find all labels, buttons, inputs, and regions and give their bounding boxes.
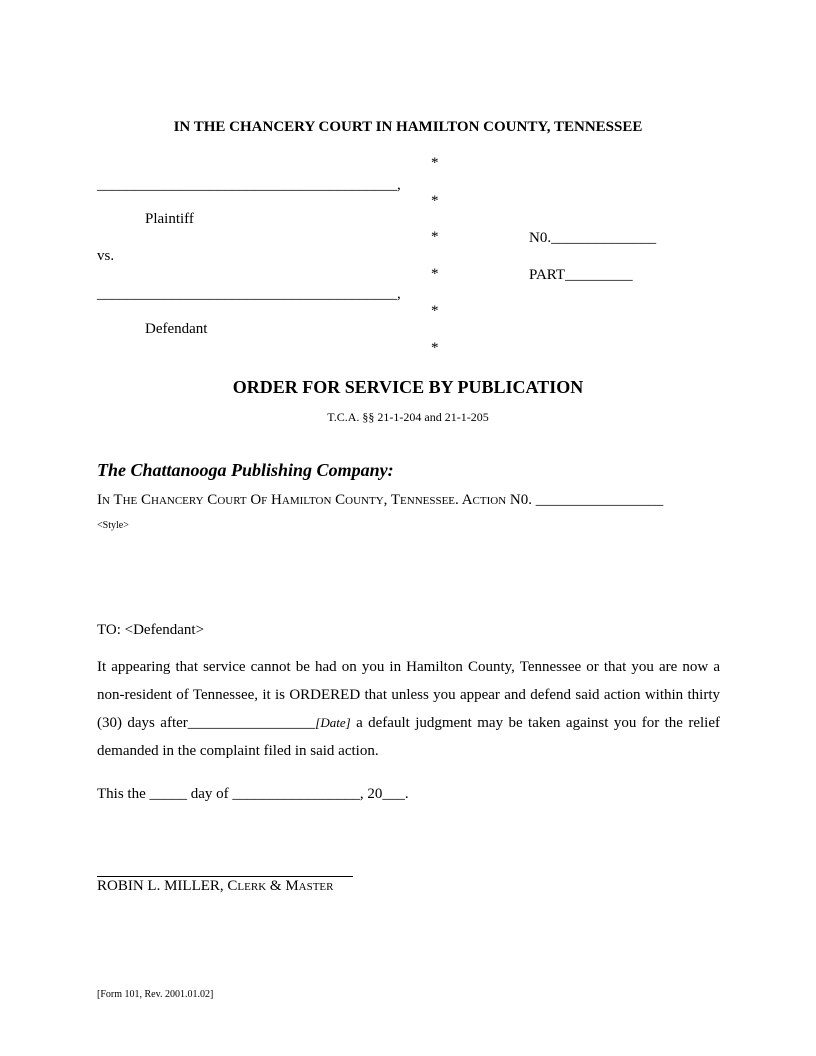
- defendant-label: Defendant: [145, 321, 208, 337]
- caption-star: *: [431, 266, 439, 282]
- caption-star: *: [431, 193, 439, 209]
- dated-line: This the _____ day of _________________, 20___.: [97, 786, 409, 802]
- page-title: ORDER FOR SERVICE BY PUBLICATION: [232, 377, 584, 397]
- versus-label: vs.: [97, 248, 115, 264]
- signature-line: [97, 876, 353, 877]
- part-field: PART_________: [529, 267, 633, 283]
- style-placeholder: <Style>: [97, 520, 129, 531]
- case-number-field: N0.______________: [529, 230, 657, 246]
- caption-star: *: [431, 303, 439, 319]
- plaintiff-label: Plaintiff: [145, 211, 194, 227]
- caption-star: *: [431, 229, 439, 245]
- statute-citation: T.C.A. §§ 21-1-204 and 21-1-205: [327, 410, 489, 424]
- clerk-title: Clerk & Master: [227, 878, 334, 894]
- court-header: IN THE CHANCERY COURT IN HAMILTON COUNTY, TENNESSEE: [173, 119, 643, 135]
- notice-court-line: In The Chancery Court Of Hamilton County, Tennessee. Action N0. _________________: [97, 492, 664, 508]
- form-footer: [Form 101, Rev. 2001.01.02]: [97, 989, 214, 1000]
- date-note: [Date]: [315, 715, 351, 730]
- caption-star: *: [431, 340, 439, 356]
- caption-star: *: [431, 155, 439, 171]
- plaintiff-name-blank: ________________________________________,: [97, 177, 401, 193]
- clerk-name: ROBIN L. MILLER,: [97, 878, 228, 894]
- order-text-part1: It appearing that service cannot be had on you in Hamilton County, Tennessee or that you are now a non-resident of Tennessee, it is ORDERED that unless you appear and defend said action within thirty (30) days after_________________: [97, 659, 720, 731]
- clerk-signature-block: [97, 878, 334, 895]
- addressee-line: TO: <Defendant>: [97, 622, 205, 638]
- order-paragraph: [97, 653, 720, 765]
- order-text-part2: a default judgment may be taken against you for the relief demanded in the complaint filed in said action.: [97, 715, 721, 759]
- defendant-name-blank: ________________________________________,: [97, 286, 401, 302]
- publisher-heading: The Chattanooga Publishing Company:: [97, 460, 394, 480]
